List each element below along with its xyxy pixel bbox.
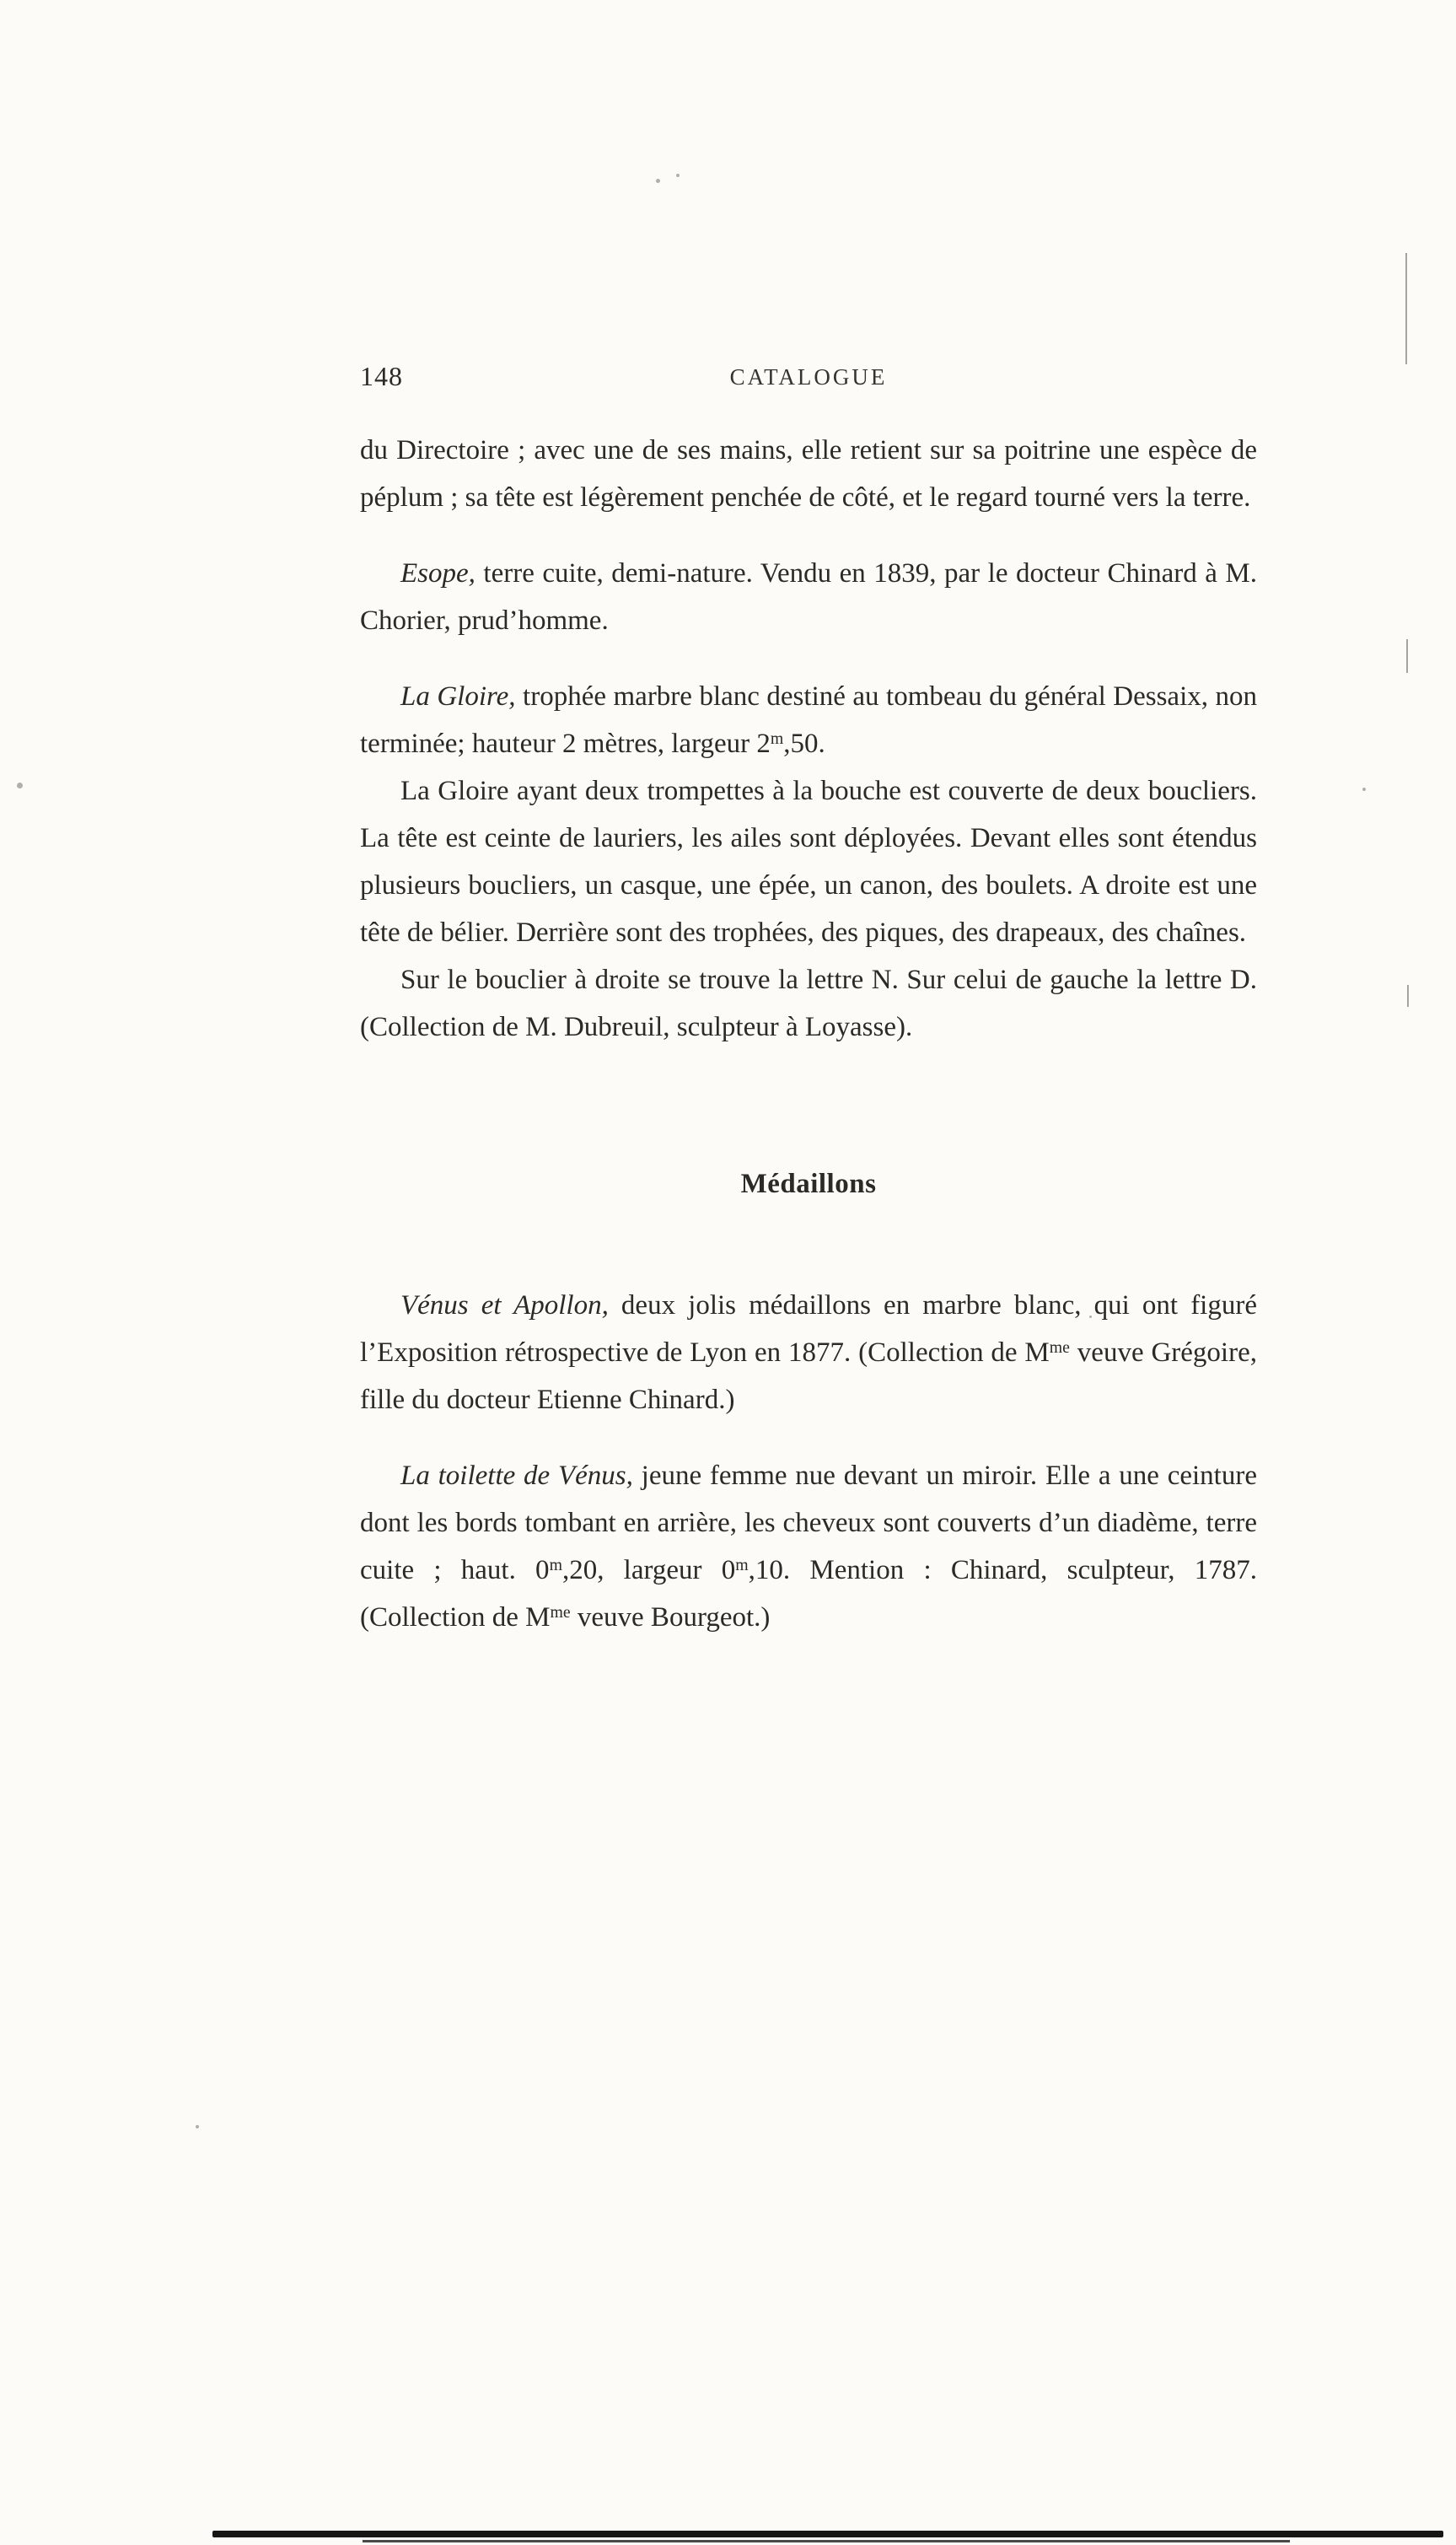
superscript-metric: m [770,729,784,749]
scan-speck [676,174,680,177]
work-title: La Gloire, [400,681,516,712]
page-header [360,361,1257,398]
entry-la-gloire-note [360,956,1257,1051]
scan-speck [656,179,660,183]
paragraph-continuation [360,427,1257,521]
superscript-abbrev: me [1049,1338,1070,1358]
paragraph-text: La Gloire ayant deux trompettes à la bouche est couverte de deux boucliers. La tête est ceinte de lauriers, les ailes sont déployées. Devant elles sont étendus plusieurs boucliers, un casque, une épée, un canon, des boulets. A droite est une tête de bélier. Derrière sont des trophées, des piques, des drapeaux, des chaînes. [360,776,1257,948]
section-heading-medaillons: Médaillons [740,1169,877,1199]
scan-speck [1362,788,1366,791]
scan-line-artifact [1406,639,1408,673]
paragraph-text: terre cuite, demi-nature. Vendu en 1839, par le docteur Chinard à M. Chorier, prud’homme. [360,558,1257,636]
paragraph-text: veuve Bourgeot.) [570,1602,771,1633]
scan-speck [196,2125,199,2128]
paragraph-text: trophée marbre blanc destiné au tombeau du général Dessaix, non terminée; hauteur 2 mètres, largeur 2 [360,681,1257,759]
scan-speck [17,783,23,788]
running-title: CATALOGUE [729,364,888,390]
paragraph-text: ,10. Mention : Chinard, sculpteur, 1787. (Collection de M [360,1555,1257,1633]
paragraph-text: jeune femme nue devant un miroir. Elle a une ceinture dont les bords tombant en arrière, les cheveux sont couverts d’un diadème, terre cuite ; haut. 0 [360,1461,1257,1585]
work-title: Esope, [400,558,475,589]
entry-la-gloire-description [360,767,1257,956]
work-title: Vénus et Apollon, [400,1290,609,1321]
scan-speck [1089,1316,1092,1318]
entry-venus-et-apollon [360,1282,1257,1423]
paragraph-text: du Directoire ; avec une de ses mains, elle retient sur sa poitrine une espèce de péplum ; sa tête est légèrement penchée de côté, et le regard tourné vers la terre. [360,435,1257,513]
paragraph-text: ,50. [783,729,825,759]
work-title: La toilette de Vénus, [400,1461,633,1491]
superscript-metric: m [549,1556,562,1575]
paragraph-text: deux jolis médaillons en marbre blanc, qui ont figuré l’Exposition rétrospective de Lyon en 1877. (Collection de M [360,1290,1257,1368]
scan-line-artifact [1405,253,1407,364]
superscript-abbrev: me [550,1603,571,1622]
paragraph-text: veuve Grégoire, fille du docteur Etienne Chinard.) [360,1337,1257,1415]
text-block [360,427,1257,1641]
entry-esope [360,550,1257,644]
superscript-metric: m [735,1556,749,1575]
entry-la-gloire [360,673,1257,767]
scan-edge-bar [212,2531,1443,2537]
scan-line-artifact [1407,985,1409,1007]
paragraph-text: ,20, largeur 0 [561,1555,736,1585]
paragraph-text: Sur le bouclier à droite se trouve la lettre N. Sur celui de gauche la lettre D. (Collection de M. Dubreuil, sculpteur à Loyasse). [360,965,1257,1042]
scan-edge-bar-thin [363,2540,1290,2542]
entry-toilette-de-venus [360,1452,1257,1641]
page-number: 148 [360,361,403,391]
